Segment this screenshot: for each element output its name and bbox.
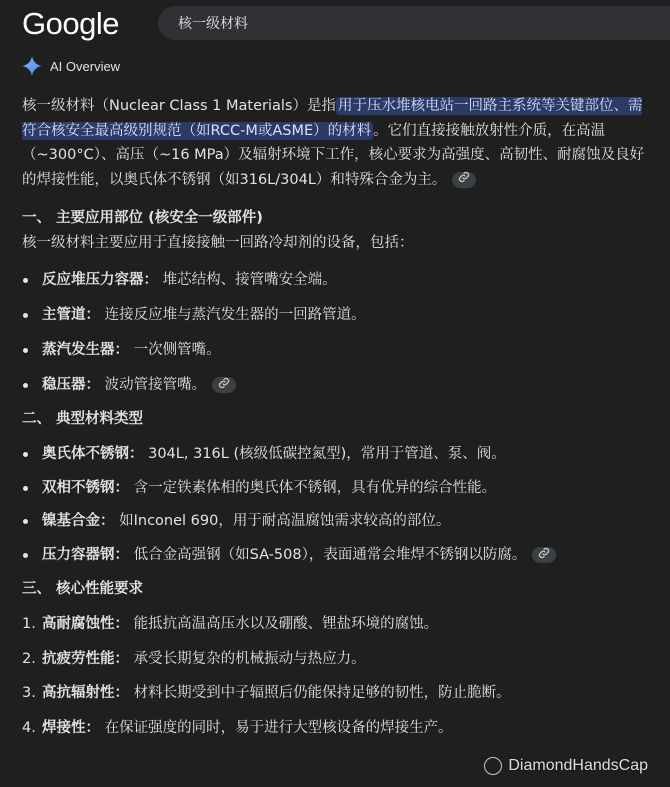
source-link-chip[interactable] bbox=[532, 547, 556, 563]
list-item bbox=[22, 509, 654, 534]
section-subtitle-applications: 核一级材料主要应用于直接接触一回路冷却剂的设备，包括： bbox=[22, 234, 414, 251]
item-desc: 能抵抗高温高压水以及硼酸、锂盐环境的腐蚀。 bbox=[129, 616, 439, 632]
ai-overview-title: AI Overview bbox=[50, 58, 121, 74]
list-item bbox=[22, 338, 654, 363]
list-item bbox=[22, 681, 654, 706]
item-desc: 堆芯结构、接管嘴安全端。 bbox=[158, 271, 337, 288]
watermark-text: DiamondHandsCap bbox=[508, 757, 648, 774]
link-icon bbox=[218, 373, 230, 398]
item-term: 蒸汽发生器： bbox=[42, 341, 129, 358]
watermark bbox=[484, 757, 648, 775]
item-desc: 材料长期受到中子辐照后仍能保持足够的韧性，防止脆断。 bbox=[129, 685, 511, 702]
list-item bbox=[22, 543, 654, 568]
item-term: 压力容器钢： bbox=[42, 546, 129, 563]
source-link-chip[interactable] bbox=[452, 172, 476, 188]
list-item bbox=[22, 303, 654, 328]
item-desc: 在保证强度的同时，易于进行大型核设备的焊接生产。 bbox=[100, 719, 453, 736]
watermark-icon bbox=[484, 757, 502, 775]
item-number: 1. bbox=[22, 616, 36, 632]
item-term: 镍基合金： bbox=[42, 513, 115, 530]
item-term: 奥氏体不锈钢： bbox=[42, 446, 144, 463]
item-number: 2. bbox=[22, 650, 36, 667]
source-link-chip[interactable] bbox=[212, 377, 236, 393]
item-term: 高耐腐蚀性： bbox=[42, 616, 129, 632]
item-desc: 低合金高强钢（如SA-508），表面通常会堆焊不锈钢以防腐。 bbox=[129, 546, 527, 563]
intro-highlight[interactable]: 用于压水堆核电站一回路主系统等关键部位、需符合核安全最高级别规范（如RCC-M或ASME）的材料 bbox=[22, 98, 643, 139]
item-desc: 波动管接管嘴。 bbox=[100, 376, 207, 393]
item-term: 双相不锈钢： bbox=[42, 479, 129, 496]
item-number: 4. bbox=[22, 719, 36, 736]
item-number: 3. bbox=[22, 685, 36, 702]
requirements-list bbox=[22, 612, 654, 740]
link-icon bbox=[458, 167, 470, 192]
ai-overview-header bbox=[22, 56, 120, 76]
item-term: 高抗辐射性： bbox=[42, 685, 129, 702]
materials-list bbox=[22, 442, 654, 567]
list-item bbox=[22, 476, 654, 501]
item-desc: 承受长期复杂的机械振动与热应力。 bbox=[129, 650, 366, 667]
ai-overview-content bbox=[22, 94, 654, 740]
item-desc: 含一定铁素体相的奥氏体不锈钢，具有优异的综合性能。 bbox=[129, 479, 497, 496]
list-item bbox=[22, 647, 654, 672]
link-icon bbox=[538, 543, 550, 568]
list-item bbox=[22, 716, 654, 741]
list-item bbox=[22, 442, 654, 467]
section-title-materials: 二、 典型材料类型 bbox=[22, 411, 144, 428]
search-query[interactable]: 核一级材料 bbox=[178, 16, 248, 32]
applications-list bbox=[22, 268, 654, 398]
intro-text-1: 核一级材料（Nuclear Class 1 Materials）是指 bbox=[22, 98, 336, 114]
item-term: 焊接性： bbox=[42, 719, 100, 736]
list-item bbox=[22, 612, 654, 637]
item-desc: 如Inconel 690，用于耐高温腐蚀需求较高的部位。 bbox=[114, 513, 451, 530]
list-item bbox=[22, 373, 654, 398]
item-term: 稳压器： bbox=[42, 376, 100, 393]
list-item bbox=[22, 268, 654, 293]
search-box[interactable] bbox=[158, 6, 670, 40]
section-title-requirements: 三、 核心性能要求 bbox=[22, 581, 144, 598]
intro-text-2: 。它们直接接触放射性介质，在高温（~300°C）、高压（~16 MPa）及辐射环境下工作，核心要求为高强度、高韧性、耐腐蚀及良好的焊接性能，以奥氏体不锈钢（如316L/304L）和特殊合金为主。 bbox=[22, 122, 645, 188]
item-term: 主管道： bbox=[42, 306, 100, 323]
google-logo[interactable]: Google bbox=[22, 6, 119, 41]
item-desc: 一次侧管嘴。 bbox=[129, 341, 221, 358]
item-desc: 连接反应堆与蒸汽发生器的一回路管道。 bbox=[100, 306, 366, 323]
intro-paragraph bbox=[22, 94, 654, 192]
item-term: 反应堆压力容器： bbox=[42, 271, 158, 288]
item-term: 抗疲劳性能： bbox=[42, 650, 129, 667]
sparkle-icon bbox=[22, 56, 42, 76]
section-title-applications: 一、 主要应用部位 (核安全一级部件) bbox=[22, 210, 263, 227]
item-desc: 304L, 316L (核级低碳控氮型)，常用于管道、泵、阀。 bbox=[143, 446, 506, 463]
